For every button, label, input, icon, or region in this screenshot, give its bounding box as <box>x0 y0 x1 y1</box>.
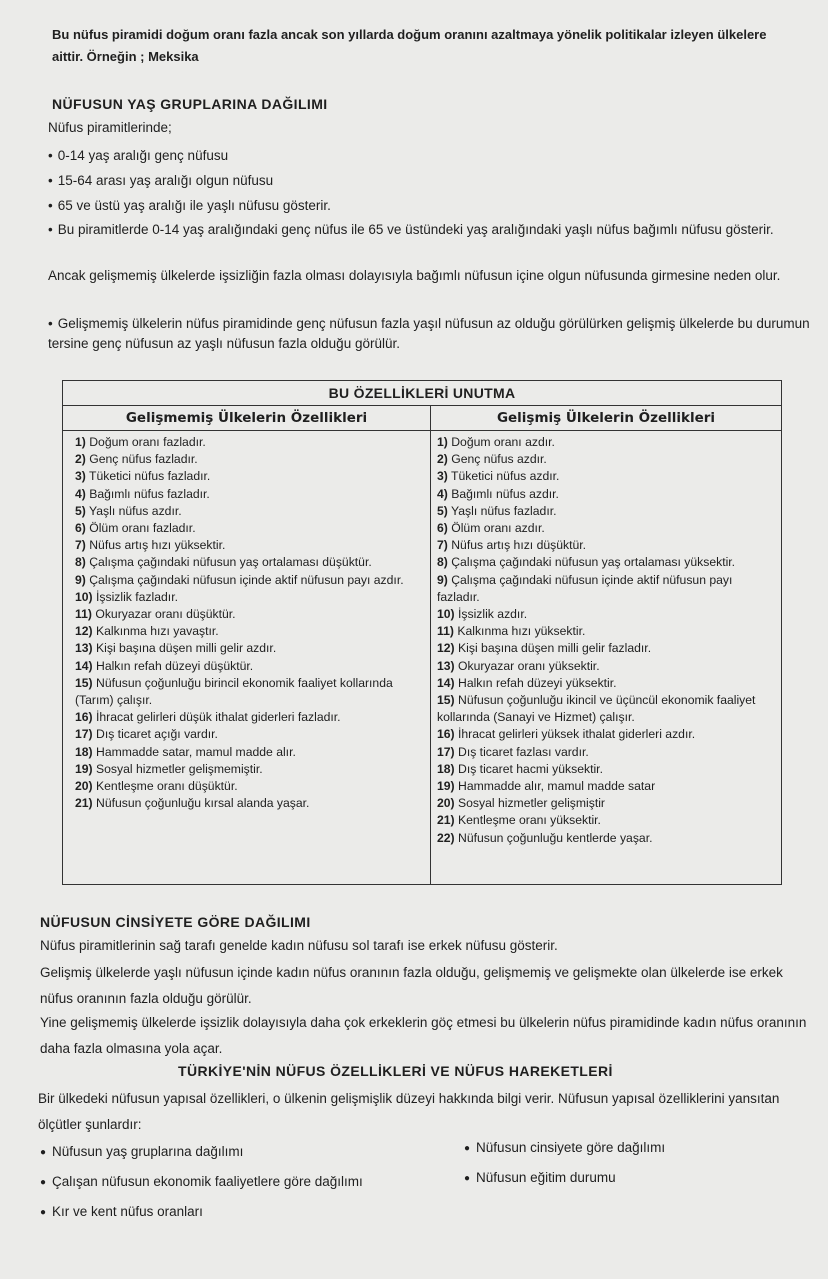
developed-column <box>431 406 781 884</box>
item-text: Genç nüfus fazladır. <box>89 452 198 467</box>
item-number: 16) <box>437 727 455 742</box>
item-text: Dış ticaret açığı vardır. <box>96 727 218 742</box>
item-number: 18) <box>437 761 455 776</box>
item-text: Hammadde satar, mamul madde alır. <box>96 744 296 759</box>
item-text: İşsizlik fazladır. <box>96 589 178 604</box>
item-text: Nüfusun çoğunluğu ikincil ve üçüncül ekonomik faaliyet kollarında (Sanayi ve Hizmet) çalışır. <box>437 693 756 725</box>
item-text: İhracat gelirleri düşük ithalat giderleri fazladır. <box>96 710 341 725</box>
age-section-heading: NÜFUSUN YAŞ GRUPLARINA DAĞILIMI <box>52 96 328 112</box>
item-text: Genç nüfus azdır. <box>451 452 547 467</box>
table-list-item <box>437 830 777 847</box>
item-number: 20) <box>437 796 455 811</box>
table-list-item <box>75 761 426 778</box>
table-list-item <box>75 486 426 503</box>
item-text: Çalışma çağındaki nüfusun yaş ortalaması yüksektir. <box>451 555 736 570</box>
item-text: Nüfusun çoğunluğu birincil ekonomik faaliyet kollarında (Tarım) çalışır. <box>75 675 393 708</box>
item-number: 5) <box>75 503 86 518</box>
table-list-item <box>437 503 777 520</box>
item-text: Ölüm oranı azdır. <box>451 521 545 536</box>
table-list-item <box>75 520 426 537</box>
item-number: 17) <box>75 727 93 742</box>
age-bullet-2: • 15-64 arası yaş aralığı olgun nüfusu <box>48 171 818 191</box>
criteria-item: ● Nüfusun yaş gruplarına dağılımı <box>40 1138 460 1168</box>
intro-line-1: Bu nüfus piramidi doğum oranı fazla ancak son yıllarda doğum oranını azaltmaya yönelik politikalar izleyen ülkelere <box>52 27 767 42</box>
item-number: 14) <box>75 658 93 673</box>
item-number: 10) <box>75 589 93 604</box>
criteria-item: ● Nüfusun cinsiyete göre dağılımı <box>464 1134 794 1164</box>
item-text: Bağımlı nüfus fazladır. <box>89 486 210 501</box>
underdeveloped-column <box>63 406 431 884</box>
item-number: 11) <box>75 607 92 622</box>
item-text: Çalışma çağındaki nüfusun içinde aktif nüfusun payı azdır. <box>89 572 404 587</box>
age-bullet-4: • Bu piramitlerde 0-14 yaş aralığındaki genç nüfus ile 65 ve üstündeki yaş aralığındaki yaşlı nüfus bağımlı nüfusu gösterir. <box>48 220 778 240</box>
table-list-item <box>75 503 426 520</box>
developed-list <box>431 431 781 847</box>
features-table <box>62 380 782 885</box>
item-number: 21) <box>437 813 455 828</box>
item-text: Tüketici nüfus azdır. <box>451 469 560 484</box>
table-list-item <box>75 572 426 589</box>
table-list-item <box>75 468 426 485</box>
item-text: Nüfusun çoğunluğu kırsal alanda yaşar. <box>96 796 310 811</box>
item-number: 7) <box>437 538 448 553</box>
item-number: 16) <box>75 710 93 725</box>
table-list-item <box>75 744 426 761</box>
item-number: 19) <box>75 761 93 776</box>
item-number: 18) <box>75 744 93 759</box>
item-number: 2) <box>437 452 448 467</box>
table-list-item <box>437 554 777 571</box>
table-list-item <box>75 589 426 606</box>
item-number: 6) <box>75 521 86 536</box>
age-bullet-last: • Gelişmemiş ülkelerin nüfus piramidinde genç nüfusun fazla yaşıl nüfusun az olduğu görülürken gelişmiş ülkelerde bu durumun tersine genç nüfusun az yaşlı nüfusun fazla olduğu görülür. <box>48 314 818 354</box>
item-text: Çalışma çağındaki nüfusun içinde aktif nüfusun payı fazladır. <box>437 572 733 604</box>
item-text: Nüfusun çoğunluğu kentlerde yaşar. <box>458 830 653 845</box>
item-number: 10) <box>437 607 455 622</box>
developed-header: Gelişmiş Ülkelerin Özellikleri <box>431 406 781 431</box>
item-text: Okuryazar oranı düşüktür. <box>95 607 236 622</box>
item-text: Dış ticaret fazlası vardır. <box>458 744 589 759</box>
criteria-left-column <box>40 1138 460 1228</box>
criteria-right-column <box>464 1134 794 1194</box>
age-bullet-3: • 65 ve üstü yaş aralığı ile yaşlı nüfusu gösterir. <box>48 196 818 216</box>
item-text: Doğum oranı fazladır. <box>89 435 206 449</box>
table-list-item <box>437 520 777 537</box>
turkey-paragraph-1: Bir ülkedeki nüfusun yapısal özellikleri, o ülkenin gelişmişlik düzeyi hakkında bilgi verir. Nüfusun yapısal özelliklerini yansıtan ölçütler şunlardır: <box>38 1091 780 1132</box>
item-text: Halkın refah düzeyi yüksektir. <box>458 675 617 690</box>
item-number: 12) <box>75 624 93 639</box>
item-number: 3) <box>437 469 448 484</box>
item-text: Yaşlı nüfus azdır. <box>89 503 182 518</box>
item-number: 14) <box>437 675 455 690</box>
item-text: Sosyal hizmetler gelişmemiştir. <box>96 761 263 776</box>
table-list-item <box>437 795 777 812</box>
intro-paragraph <box>52 24 812 68</box>
item-number: 6) <box>437 521 448 536</box>
age-section-lead: Nüfus piramitlerinde; <box>48 120 172 135</box>
table-list-item <box>437 812 777 829</box>
item-number: 19) <box>437 779 455 794</box>
table-title: BU ÖZELLİKLERİ UNUTMA <box>63 381 781 406</box>
underdeveloped-list <box>63 431 430 812</box>
item-number: 20) <box>75 779 93 794</box>
table-list-item <box>437 778 777 795</box>
gender-paragraph-3: Yine gelişmemiş ülkelerde işsizlik dolayısıyla daha çok erkeklerin göç etmesi bu ülkelerin nüfus piramidinde kadın nüfus oranının daha fazla olmasına yola açar. <box>40 1015 807 1056</box>
table-list-item <box>75 726 426 743</box>
item-number: 13) <box>437 658 455 673</box>
table-list-item <box>437 640 777 657</box>
table-list-item <box>437 572 777 606</box>
intro-line-2: aittir. Örneğin ; Meksika <box>52 49 199 64</box>
item-text: Ölüm oranı fazladır. <box>89 521 196 536</box>
item-text: Çalışma çağındaki nüfusun yaş ortalaması düşüktür. <box>89 555 372 570</box>
table-list-item <box>437 451 777 468</box>
item-number: 3) <box>75 469 86 484</box>
item-text: Kalkınma hızı yüksektir. <box>457 624 586 639</box>
table-list-item <box>437 623 777 640</box>
table-list-item <box>437 692 777 726</box>
item-text: Nüfus artış hızı düşüktür. <box>451 538 587 553</box>
item-number: 17) <box>437 744 455 759</box>
item-number: 2) <box>75 452 86 467</box>
table-list-item <box>75 623 426 640</box>
gender-paragraph-1: Nüfus piramitlerinin sağ tarafı genelde kadın nüfusu sol tarafı ise erkek nüfusu gösterir. <box>40 938 558 953</box>
item-text: Kentleşme oranı yüksektir. <box>458 813 601 828</box>
item-text: Kişi başına düşen milli gelir azdır. <box>96 641 277 656</box>
item-number: 13) <box>75 641 93 656</box>
table-list-item <box>437 658 777 675</box>
gender-section-heading: NÜFUSUN CİNSİYETE GÖRE DAĞILIMI <box>40 914 311 930</box>
item-text: Kentleşme oranı düşüktür. <box>96 779 238 794</box>
item-number: 8) <box>75 555 86 570</box>
table-list-item <box>437 761 777 778</box>
item-text: Dış ticaret hacmi yüksektir. <box>458 761 603 776</box>
gender-paragraph-2: Gelişmiş ülkelerde yaşlı nüfusun içinde kadın nüfus oranının fazla olduğu, gelişmemiş ve gelişmekte olan ülkelerde ise erkek nüfus oranının fazla olduğu görülür. <box>40 965 783 1006</box>
table-list-item <box>75 675 426 709</box>
table-list-item <box>75 658 426 675</box>
turkey-section-heading: TÜRKİYE'NİN NÜFUS ÖZELLİKLERİ VE NÜFUS HAREKETLERİ <box>178 1063 613 1079</box>
criteria-item: ● Çalışan nüfusun ekonomik faaliyetlere göre dağılımı <box>40 1168 460 1198</box>
table-list-item <box>75 554 426 571</box>
item-text: Tüketici nüfus fazladır. <box>89 469 211 484</box>
table-list-item <box>75 795 426 812</box>
table-list-item <box>437 486 777 503</box>
item-number: 1) <box>437 435 448 449</box>
table-list-item <box>75 640 426 657</box>
item-text: Okuryazar oranı yüksektir. <box>458 658 600 673</box>
table-list-item <box>437 726 777 743</box>
item-number: 12) <box>437 641 455 656</box>
item-number: 4) <box>75 486 86 501</box>
table-list-item <box>437 606 777 623</box>
table-list-item <box>75 434 426 451</box>
table-list-item <box>437 468 777 485</box>
item-number: 4) <box>437 486 448 501</box>
item-text: Yaşlı nüfus fazladır. <box>451 503 557 518</box>
item-number: 15) <box>75 675 93 690</box>
item-text: Kalkınma hızı yavaştır. <box>96 624 219 639</box>
item-number: 22) <box>437 830 455 845</box>
item-number: 5) <box>437 503 448 518</box>
item-number: 9) <box>75 572 86 587</box>
item-text: Hammadde alır, mamul madde satar <box>458 779 656 794</box>
age-bullet-1: • 0-14 yaş aralığı genç nüfusu <box>48 146 818 166</box>
item-number: 7) <box>75 538 86 553</box>
criteria-item: ● Kır ve kent nüfus oranları <box>40 1198 460 1228</box>
item-number: 1) <box>75 435 86 449</box>
item-number: 11) <box>437 624 454 639</box>
item-text: İhracat gelirleri yüksek ithalat giderleri azdır. <box>458 727 696 742</box>
table-list-item <box>75 778 426 795</box>
table-list-item <box>75 537 426 554</box>
item-text: Halkın refah düzeyi düşüktür. <box>96 658 254 673</box>
table-list-item <box>437 675 777 692</box>
table-list-item <box>437 434 777 451</box>
item-text: Bağımlı nüfus azdır. <box>451 486 559 501</box>
age-section-note: Ancak gelişmemiş ülkelerde işsizliğin fazla olması dolayısıyla bağımlı nüfusun içine olgun nüfusunda girmesine neden olur. <box>48 268 781 283</box>
underdeveloped-header: Gelişmemiş Ülkelerin Özellikleri <box>63 406 430 431</box>
item-text: İşsizlik azdır. <box>458 607 528 622</box>
criteria-item: ● Nüfusun eğitim durumu <box>464 1164 794 1194</box>
table-list-item <box>437 537 777 554</box>
item-number: 8) <box>437 555 448 570</box>
item-text: Nüfus artış hızı yüksektir. <box>89 538 226 553</box>
item-text: Sosyal hizmetler gelişmiştir <box>458 796 605 811</box>
item-text: Kişi başına düşen milli gelir fazladır. <box>458 641 652 656</box>
table-list-item <box>75 451 426 468</box>
item-number: 15) <box>437 693 455 708</box>
table-list-item <box>437 744 777 761</box>
item-number: 9) <box>437 572 448 587</box>
item-text: Doğum oranı azdır. <box>451 435 555 449</box>
table-list-item <box>75 709 426 726</box>
item-number: 21) <box>75 796 93 811</box>
table-list-item <box>75 606 426 623</box>
